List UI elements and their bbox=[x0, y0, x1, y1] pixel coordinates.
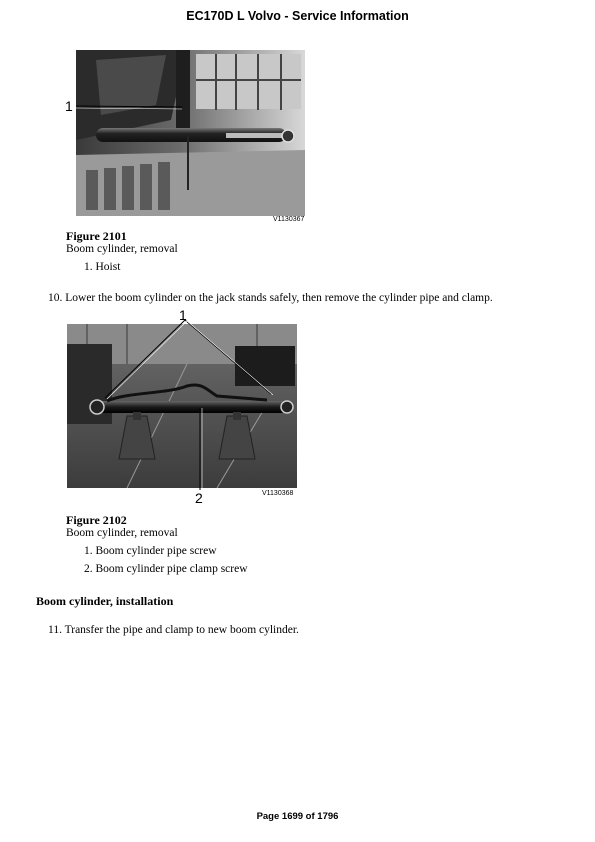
figure-2101-item-1: 1. Hoist bbox=[84, 261, 121, 273]
step-11: 11. Transfer the pipe and clamp to new boom cylinder. bbox=[48, 624, 299, 636]
figure-2102-code: V1130368 bbox=[262, 490, 294, 497]
figure-2101-title: Figure 2101 bbox=[66, 229, 127, 243]
figure-2101-callout: 1 bbox=[65, 98, 73, 114]
page-header: EC170D L Volvo - Service Information bbox=[186, 9, 409, 23]
page-footer: Page 1699 of 1796 bbox=[256, 811, 339, 822]
figure-2101-code: V1130367 bbox=[273, 216, 305, 223]
figure-2102-callout-1: 1 bbox=[179, 307, 187, 323]
step-10: 10. Lower the boom cylinder on the jack stands safely, then remove the cylinder pipe and clamp. bbox=[48, 292, 493, 304]
figure-2101-caption: Boom cylinder, removal bbox=[66, 243, 178, 255]
figure-2102-callout-2: 2 bbox=[195, 490, 203, 506]
figure-2102-leader-lines bbox=[67, 314, 297, 494]
figure-2102-caption: Boom cylinder, removal bbox=[66, 527, 178, 539]
figure-2102-title: Figure 2102 bbox=[66, 513, 127, 527]
figure-2101-photo bbox=[76, 50, 305, 216]
figure-2101-leader-line bbox=[62, 98, 192, 114]
figure-2102-item-2: 2. Boom cylinder pipe clamp screw bbox=[84, 563, 248, 575]
section-heading: Boom cylinder, installation bbox=[36, 594, 174, 608]
figure-2102-item-1: 1. Boom cylinder pipe screw bbox=[84, 545, 217, 557]
